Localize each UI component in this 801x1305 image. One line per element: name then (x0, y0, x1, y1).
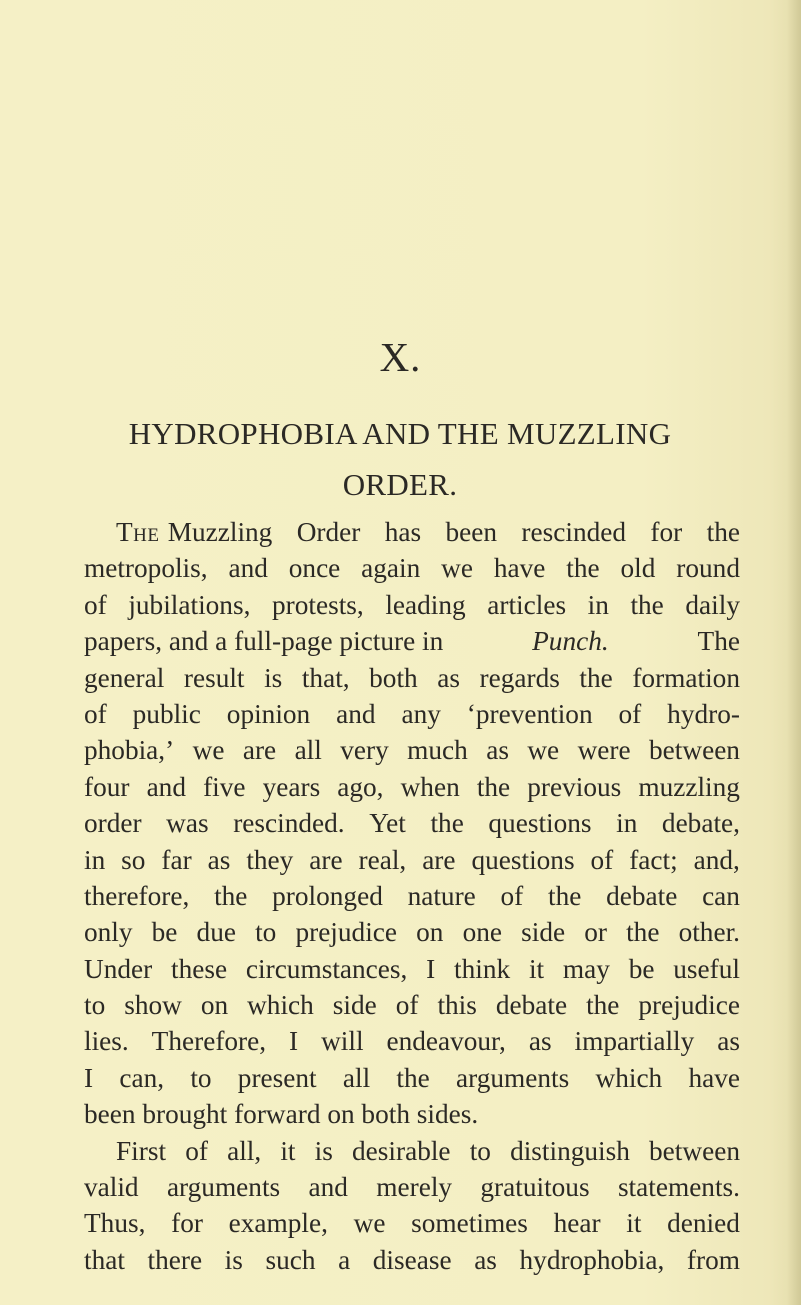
word: once (288, 553, 341, 584)
text-line (84, 1169, 740, 1205)
word: the (706, 517, 740, 547)
text-line (84, 951, 740, 987)
word: hear (553, 1208, 601, 1239)
word: to (84, 990, 106, 1021)
word: disease (372, 1244, 452, 1275)
chapter-number: X. (379, 334, 422, 380)
text-line (84, 878, 740, 914)
word: side (332, 990, 377, 1021)
word: arguments (456, 1062, 570, 1093)
word: round (676, 553, 740, 584)
word: regards (479, 662, 560, 693)
word: useful (673, 953, 740, 984)
word: much (407, 735, 468, 766)
word: side (521, 917, 566, 948)
word: therefore, (84, 880, 190, 911)
word: they (246, 844, 294, 875)
word: the (396, 1062, 430, 1093)
text-line (84, 914, 740, 950)
word: lies. (84, 1026, 129, 1057)
word: was (166, 808, 209, 839)
word: ‘prevention (466, 698, 593, 729)
word: be (628, 953, 655, 984)
word: prolonged (272, 880, 383, 911)
word: when (400, 771, 460, 802)
word: phobia,’ (84, 735, 175, 766)
page-edge-shadow (787, 0, 801, 1305)
word: are (309, 844, 343, 875)
word: in (84, 844, 106, 875)
word: order (84, 808, 142, 839)
word: and (336, 698, 376, 729)
paragraph-lead-in: The (116, 517, 160, 547)
word: are (242, 735, 277, 766)
word: as (207, 844, 231, 875)
word: and (228, 553, 268, 584)
word: jubilations, (128, 589, 251, 620)
word: is (224, 1244, 243, 1275)
word: as (486, 735, 509, 766)
word: between (649, 735, 740, 766)
word: due (196, 917, 236, 948)
word: again (361, 553, 421, 584)
word: hydrophobia, (519, 1244, 665, 1275)
word: result (183, 662, 245, 693)
word: the (430, 808, 464, 839)
text-line-content (116, 514, 740, 550)
text-line (84, 1060, 740, 1096)
word: questions (471, 844, 575, 875)
text-line (84, 1133, 740, 1169)
word: the (476, 771, 511, 802)
line-text: The (697, 626, 740, 657)
word: and (308, 1172, 348, 1203)
word: hydro- (667, 698, 740, 729)
word: any (401, 698, 441, 729)
word: were (577, 735, 631, 766)
word: endeavour, (386, 1026, 506, 1057)
word: I (289, 1026, 299, 1057)
word: of (395, 990, 419, 1021)
word: the (566, 553, 600, 584)
word: five (203, 771, 246, 802)
word: present (237, 1062, 317, 1093)
word: other. (678, 917, 740, 948)
word: First (116, 1135, 167, 1166)
word: the (214, 880, 248, 911)
word: sometimes (411, 1208, 528, 1239)
line-text: papers, and a full-page picture in (84, 626, 444, 657)
word: have (688, 1062, 740, 1093)
word: both (369, 662, 418, 693)
word: in (587, 589, 609, 620)
word: we (527, 735, 560, 766)
word: daily (685, 589, 740, 620)
word: metropolis, (84, 553, 208, 584)
word: on (200, 990, 229, 1021)
word: to (190, 1062, 212, 1093)
word: as (717, 1026, 740, 1057)
word: prejudice (638, 990, 740, 1021)
word: the (626, 917, 660, 948)
text-line (84, 1242, 740, 1278)
text-line (84, 696, 740, 732)
word: be (151, 917, 178, 948)
word: one (462, 917, 502, 948)
word: for (171, 1208, 203, 1239)
word: debate (495, 990, 568, 1021)
word: old (620, 553, 656, 584)
word: between (649, 1135, 740, 1166)
word: statements. (617, 1172, 740, 1203)
word: ago, (337, 771, 384, 802)
word: previous (527, 771, 622, 802)
word: the (630, 589, 664, 620)
word: nature (407, 880, 476, 911)
word: years (262, 771, 321, 802)
word: we (353, 1208, 386, 1239)
word: a (338, 1244, 351, 1275)
word: that, (301, 662, 350, 693)
word: we (192, 735, 225, 766)
word: I (84, 1062, 94, 1093)
word: desirable (352, 1135, 451, 1166)
word: debate (606, 880, 678, 911)
word: prejudice (295, 917, 398, 948)
word: public (132, 698, 201, 729)
word: to (469, 1135, 491, 1166)
word: circumstances, (245, 953, 408, 984)
word: this (437, 990, 477, 1021)
text-line (84, 660, 740, 696)
word: of (84, 589, 107, 620)
word: to (255, 917, 277, 948)
word: rescinded (521, 517, 627, 547)
word: leading (385, 589, 466, 620)
word: and (146, 771, 186, 802)
word: will (321, 1026, 364, 1057)
text-line (84, 769, 740, 805)
word: denied (667, 1208, 740, 1239)
word: formation (632, 662, 740, 693)
word: has (384, 517, 422, 547)
word: of (185, 1135, 208, 1166)
word: in (616, 808, 638, 839)
text-line (84, 514, 740, 550)
text-line (84, 732, 740, 768)
word: opinion (226, 698, 311, 729)
text-line (84, 987, 740, 1023)
word: as (528, 1026, 552, 1057)
word: four (84, 771, 130, 802)
word: which (247, 990, 314, 1021)
word: far (161, 844, 192, 875)
word: I (426, 953, 436, 984)
word: Under (84, 953, 153, 984)
word: debate, (661, 808, 740, 839)
word: the (579, 662, 613, 693)
word: rescinded. (233, 808, 345, 839)
italic-title: Punch. (532, 626, 609, 657)
word: articles (487, 589, 567, 620)
text-line (84, 805, 740, 841)
text-line (84, 550, 740, 586)
word: as (437, 662, 460, 693)
word: which (595, 1062, 663, 1093)
word: arguments (166, 1172, 281, 1203)
word: Therefore, (151, 1026, 267, 1057)
word: impartially (574, 1026, 695, 1057)
text-line: been brought forward on both sides. (84, 1099, 479, 1130)
word: is (264, 662, 283, 693)
word: Thus, (84, 1208, 146, 1239)
word: all (294, 735, 322, 766)
word: have (493, 553, 546, 584)
word: may (562, 953, 610, 984)
text-line (84, 842, 740, 878)
word: are (422, 844, 456, 875)
word: the (548, 880, 582, 911)
word: fact; (629, 844, 678, 875)
word: the (586, 990, 620, 1021)
word: general (84, 662, 165, 693)
text-line (84, 587, 740, 623)
word: gratuitous (480, 1172, 590, 1203)
word: Muzzling (167, 517, 273, 547)
word: such (265, 1244, 316, 1275)
word: of (590, 844, 614, 875)
word: all (342, 1062, 371, 1093)
word: so (121, 844, 146, 875)
word: real, (358, 844, 407, 875)
word: show (124, 990, 182, 1021)
word: it (528, 953, 545, 984)
word: from (686, 1244, 740, 1275)
word: that (84, 1244, 125, 1275)
word: distinguish (510, 1135, 630, 1166)
word: it (626, 1208, 642, 1239)
word: we (441, 553, 474, 584)
text-line (84, 623, 740, 659)
word: of (618, 698, 642, 729)
word: can (702, 880, 740, 911)
word: of (500, 880, 524, 911)
word: or (584, 917, 607, 948)
word: as (474, 1244, 497, 1275)
word: Yet (369, 808, 406, 839)
word: valid (84, 1172, 139, 1203)
word: there (147, 1244, 203, 1275)
word: on (416, 917, 444, 948)
word: is (314, 1135, 333, 1166)
word: only (84, 917, 133, 948)
word: protests, (271, 589, 364, 620)
word: can, (119, 1062, 165, 1093)
word: for (650, 517, 683, 547)
word: think (454, 953, 511, 984)
word: very (340, 735, 389, 766)
chapter-title: HYDROPHOBIA AND THE MUZZLING ORDER. (128, 416, 672, 502)
word: muzzling (638, 771, 740, 802)
word: all, (227, 1135, 262, 1166)
word: questions (488, 808, 592, 839)
word: merely (376, 1172, 453, 1203)
line-text (168, 514, 740, 550)
word: these (171, 953, 228, 984)
word: of (84, 698, 107, 729)
word: been (445, 517, 498, 547)
text-line (84, 1205, 740, 1241)
chapter-body-text (84, 514, 740, 1278)
text-line (84, 1023, 740, 1059)
word: it (280, 1135, 296, 1166)
word: example, (228, 1208, 328, 1239)
word: and, (693, 844, 740, 875)
word: Order (296, 517, 361, 547)
